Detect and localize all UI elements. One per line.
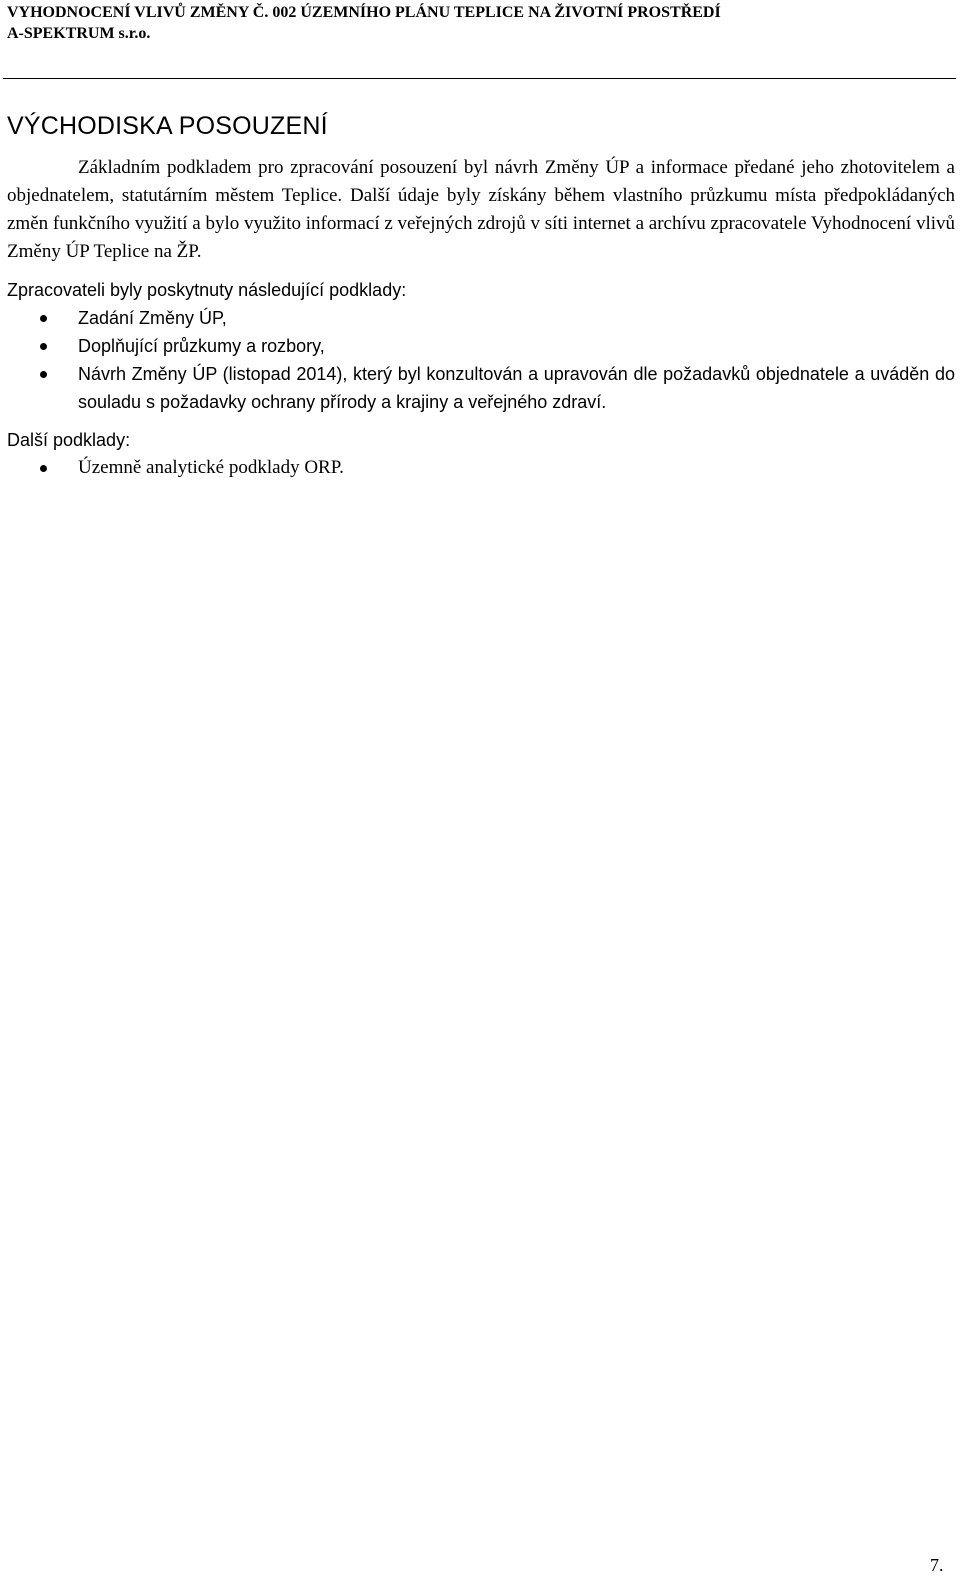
page-number: 7. <box>930 1555 944 1575</box>
list-item <box>7 454 955 482</box>
list-item <box>7 360 955 416</box>
provided-documents-list <box>7 304 955 416</box>
document-title: VYHODNOCENÍ VLIVŮ ZMĚNY Č. 002 ÚZEMNÍHO PLÁNU TEPLICE NA ŽIVOTNÍ PROSTŘEDÍ <box>7 4 721 21</box>
list-item-text: Návrh Změny ÚP (listopad 2014), který byl konzultován a upravován dle požadavků objednatele a uváděn do souladu s požadavky ochrany přírody a krajiny a veřejného zdraví. <box>78 364 955 412</box>
provided-documents-intro: Zpracovateli byly poskytnuty následující podklady: <box>7 280 407 300</box>
header-divider <box>3 78 956 79</box>
company-name: A-SPEKTRUM s.r.o. <box>7 25 151 42</box>
list-item-text: Zadání Změny ÚP, <box>78 308 227 328</box>
bullet-icon <box>40 465 47 472</box>
bullet-icon <box>40 371 47 378</box>
list-item <box>7 332 955 360</box>
bullet-icon <box>40 343 47 350</box>
section-title: VÝCHODISKA POSOUZENÍ <box>7 112 328 140</box>
list-item-text: Doplňující průzkumy a rozbory, <box>78 336 325 356</box>
list-item-text: Územně analytické podklady ORP. <box>78 457 344 478</box>
intro-paragraph: Základním podkladem pro zpracování posouzení byl návrh Změny ÚP a informace předané jeho zhotovitelem a objednatelem, statutárním městem Teplice. Další údaje byly získány během vlastního průzkumu místa předpokládaných změn funkčního využití a bylo využito informací z veřejných zdrojů v síti internet a archívu zpracovatele Vyhodnocení vlivů Změny ÚP Teplice na ŽP. <box>7 157 955 262</box>
other-documents-intro: Další podklady: <box>7 430 131 450</box>
main-content <box>7 110 955 482</box>
bullet-icon <box>40 315 47 322</box>
list-item <box>7 304 955 332</box>
other-documents-list <box>7 454 955 482</box>
document-header <box>7 2 953 44</box>
